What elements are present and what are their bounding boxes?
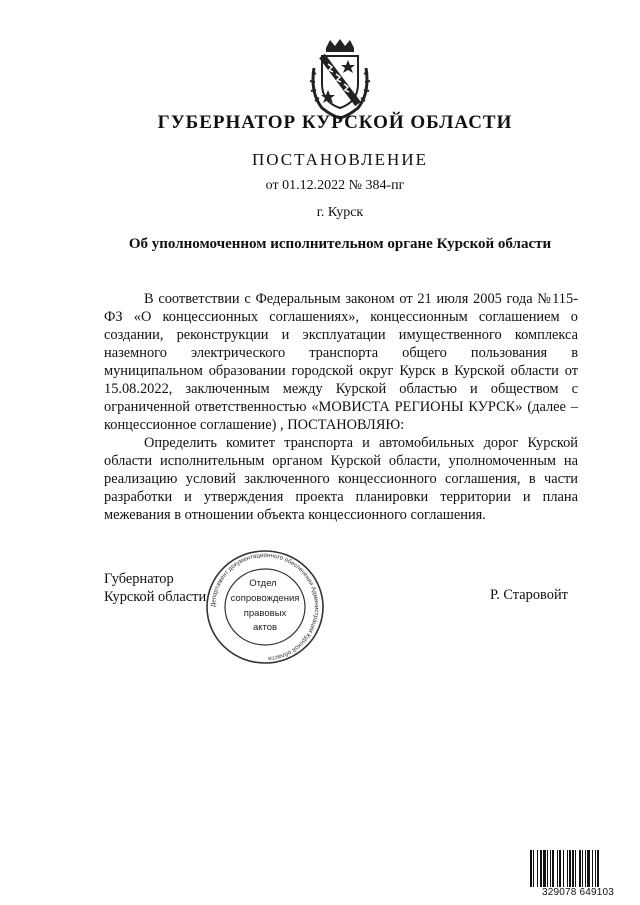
signatory-position-line-2: Курской области — [104, 589, 207, 605]
coat-of-arms-emblem — [308, 38, 372, 120]
barcode-bar — [567, 850, 568, 890]
stamp-line-4: актов — [252, 622, 278, 633]
barcode-bar — [582, 850, 583, 890]
barcode-bar — [543, 850, 546, 890]
body-paragraph-1: В соответствии с Федеральным законом от 21 июля 2005 года №115-ФЗ «О концессионных соглашениях», концессионным соглашением о создании, реконструкции и эксплуатации имущественного комплекса наземного электрического транспорта общего пользования в муниципальном образовании городской округ Курск в Курской области от 15.08.2022, заключенным между Курской областью и обществом с ограниченной ответственностью «МОВИСТА РЕГИОНЫ КУРСК» (далее – концессионное соглашение) , ПОСТАНОВЛЯЮ: — [104, 291, 578, 433]
barcode-bar — [597, 850, 599, 890]
department-stamp — [204, 548, 326, 666]
signatory-position — [104, 570, 206, 606]
signatory-position-line-1: Губернатор — [104, 571, 174, 587]
barcode-bar — [587, 850, 590, 890]
authority-title: ГУБЕРНАТОР КУРСКОЙ ОБЛАСТИ — [157, 112, 513, 133]
barcode-bar — [572, 850, 574, 890]
barcode-bar — [540, 850, 542, 890]
barcode-bar — [595, 850, 596, 890]
stamp-ring-text: Департамент документационного обеспечения Администрации Курской области — [209, 551, 321, 662]
document-type: ПОСТАНОВЛЕНИЕ — [251, 150, 428, 169]
document-body — [104, 290, 578, 524]
barcode-bar — [585, 850, 586, 890]
barcode-bar — [563, 850, 564, 890]
barcode-bar — [547, 850, 548, 890]
barcode-bar — [579, 850, 581, 890]
barcode-bar — [557, 850, 558, 890]
barcode-bars — [528, 850, 628, 890]
barcode-bar — [533, 850, 534, 890]
signatory-name: Р. Старовойт — [490, 587, 568, 603]
barcode-number: 329078 649103 — [528, 887, 628, 898]
document-barcode — [528, 850, 628, 898]
stamp-line-1: Отдел — [249, 578, 277, 589]
document-city: г. Курск — [316, 205, 364, 220]
barcode-bar — [575, 850, 576, 890]
stamp-line-3: правовых — [243, 608, 287, 619]
stamp-line-2: сопровождения — [230, 593, 300, 604]
document-date-number: от 01.12.2022 № 384-пг — [265, 178, 405, 193]
barcode-bar — [537, 850, 538, 890]
barcode-bar — [552, 850, 554, 890]
barcode-bar — [530, 850, 532, 890]
barcode-bar — [592, 850, 593, 890]
barcode-bar — [559, 850, 561, 890]
barcode-bar — [550, 850, 551, 890]
document-subject: Об уполномоченном исполнительном органе Курской области — [128, 236, 552, 252]
body-paragraph-2: Определить комитет транспорта и автомобильных дорог Курской области исполнительным органом Курской области, уполномоченным на реализацию условий заключенного концессионного соглашения, в части разработки и утверждения проекта планировки территории и плана межевания в отношении объекта концессионного соглашения. — [104, 435, 578, 523]
barcode-bar — [569, 850, 571, 890]
